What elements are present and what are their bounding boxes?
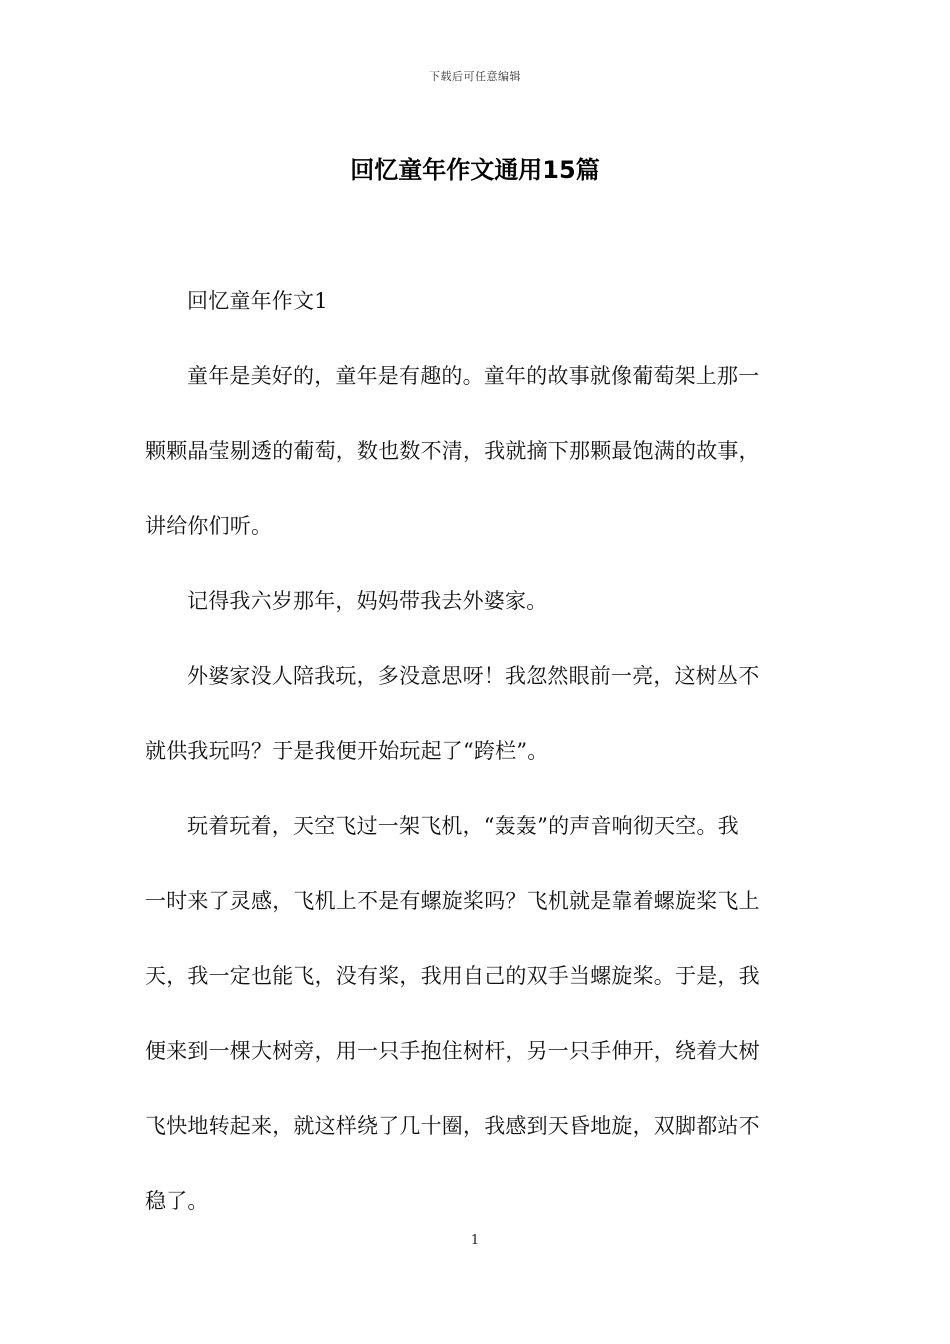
page-number: 1 [470,1233,480,1248]
paragraph-line: 便来到一棵大树旁，用一只手抱住树杆，另一只手伸开，绕着大树 [145,1039,760,1063]
paragraph-line: 记得我六岁那年，妈妈带我去外婆家。 [187,589,548,613]
paragraph-line: 讲给你们听。 [145,514,273,538]
document-title: 回忆童年作文通用15篇 [350,156,600,184]
paragraph-2 [145,582,807,620]
paragraph-line: 飞快地转起来，就这样绕了几十圈，我感到天昏地旋，双脚都站不 [145,1114,760,1138]
document-body [145,282,807,1220]
paragraph-line: 童年是美好的，童年是有趣的。童年的故事就像葡萄架上那一 [187,364,760,388]
paragraph-4 [145,807,807,1220]
paragraph-line: 就供我玩吗？于是我便开始玩起了“跨栏”。 [145,739,549,763]
paragraph-1 [145,357,807,545]
paragraph-line: 玩着玩着，天空飞过一架飞机，“轰轰”的声音响彻天空。我 [187,814,739,838]
paragraph-line: 天，我一定也能飞，没有桨，我用自己的双手当螺旋桨。于是，我 [145,964,760,988]
paragraph-3 [145,657,807,770]
paragraph-line: 颗颗晶莹剔透的葡萄，数也数不清，我就摘下那颗最饱满的故事， [145,439,760,463]
paragraph-line: 外婆家没人陪我玩，多没意思呀！我忽然眼前一亮，这树丛不 [187,664,760,688]
header-note: 下载后可任意编辑 [429,70,521,83]
section-heading: 回忆童年作文1 [187,289,328,313]
paragraph-line: 一时来了灵感，飞机上不是有螺旋桨吗？飞机就是靠着螺旋桨飞上 [145,889,760,913]
paragraph-line: 稳了。 [145,1189,209,1213]
